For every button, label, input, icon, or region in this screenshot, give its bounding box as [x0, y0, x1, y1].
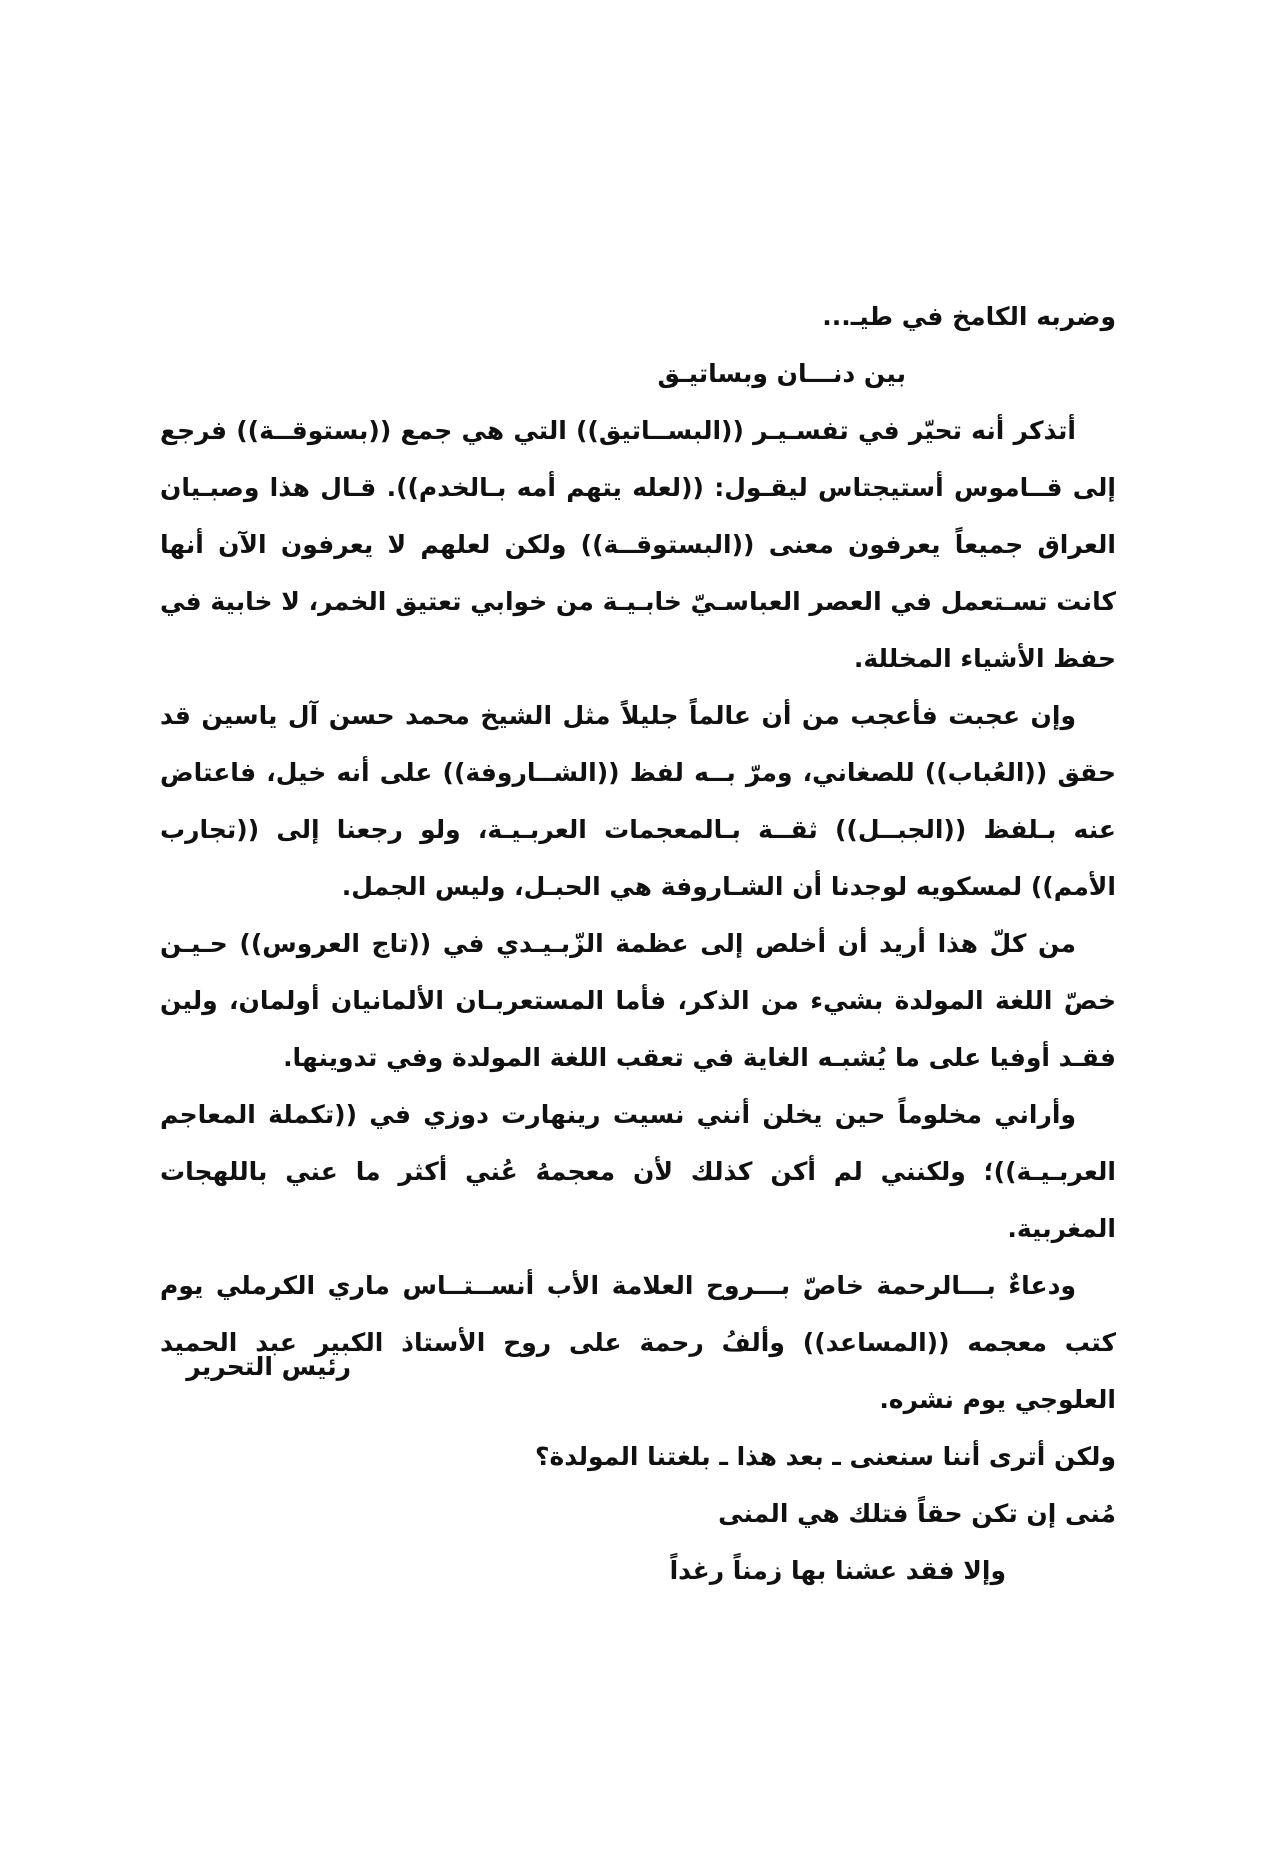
article-body [160, 288, 1116, 1599]
paragraph-3: من كلّ هذا أريد أن أخلص إلى عظمة الزّبـيـدي في ((تاج العروس)) حـيـن خصّ اللغة المولدة بشيء من الذكر، فأما المستعربـان الألمانيان أولمان، ولين فقـد أوفيا على ما يُشبـه الغاية في تعقب اللغة المولدة وفي تدوينها. [160, 929, 1116, 1072]
verse-line-2: بين دنـــان وبساتيـق [657, 359, 906, 388]
paragraph-2: وإن عجبت فأعجب من أن عالماً جليلاً مثل الشيخ محمد حسن آل ياسين قد حقق ((العُباب)) للصغاني، ومرّ بــه لفظ ((الشــاروفة)) على أنه خيل، فاعتاض عنه بـلفظ ((الجبــل)) ثقــة بـالمعجمات العربـيـة، ولو رجعنا إلى ((تجارب الأمم)) لمسكويه لوجدنا أن الشـاروفة هي الحبـل، وليس الجمل. [160, 701, 1116, 901]
paragraph-1: أتذكر أنه تحيّر في تفسـيـر ((البســاتيق)) التي هي جمع ((بستوقــة)) فرجع إلى قــاموس أستيجتاس ليقـول: ((لعله يتهم أمه بـالخدم)). قـال هذا وصبـيان العراق جميعاً يعرفون معنى ((البستوقــة)) ولكن لعلهم لا يعرفون الآن أنها كانت تسـتعمل في العصر العباسـيّ خابـيـة من خوابي تعتيق الخمر، لا خابية في حفظ الأشياء المخللة. [160, 416, 1116, 673]
closing-question: ولكن أترى أننا سنعنى ـ بعد هذا ـ بلغتنا المولدة؟ [534, 1442, 1116, 1471]
paragraph-4: وأراني مخلوماً حين يخلن أنني نسيت رينهارت دوزي في ((تكملة المعاجم العربـيـة))؛ ولكنني لم أكن كذلك لأن معجمهُ عُني أكثر ما عني باللهجات المغربية. [160, 1100, 1116, 1243]
closing-verse-2: وإلا فقد عشنا بها زمناً رغداً [669, 1556, 1006, 1585]
closing-verse-1: مُنى إن تكن حقاً فتلك هي المنى [718, 1499, 1116, 1528]
editor-signature: رئيس التحرير [186, 1352, 351, 1381]
paragraph-5: ودعاءٌ بـــالرحمة خاصّ بـــروح العلامة الأب أنســتــاس ماري الكرملي يوم كتب معجمه ((المساعد)) وألفُ رحمة على روح الأستاذ الكبير عبد الحميد العلوجي يوم نشره. [160, 1271, 1116, 1414]
verse-line-1: وضربه الكامخ في طيـ... [822, 302, 1116, 331]
